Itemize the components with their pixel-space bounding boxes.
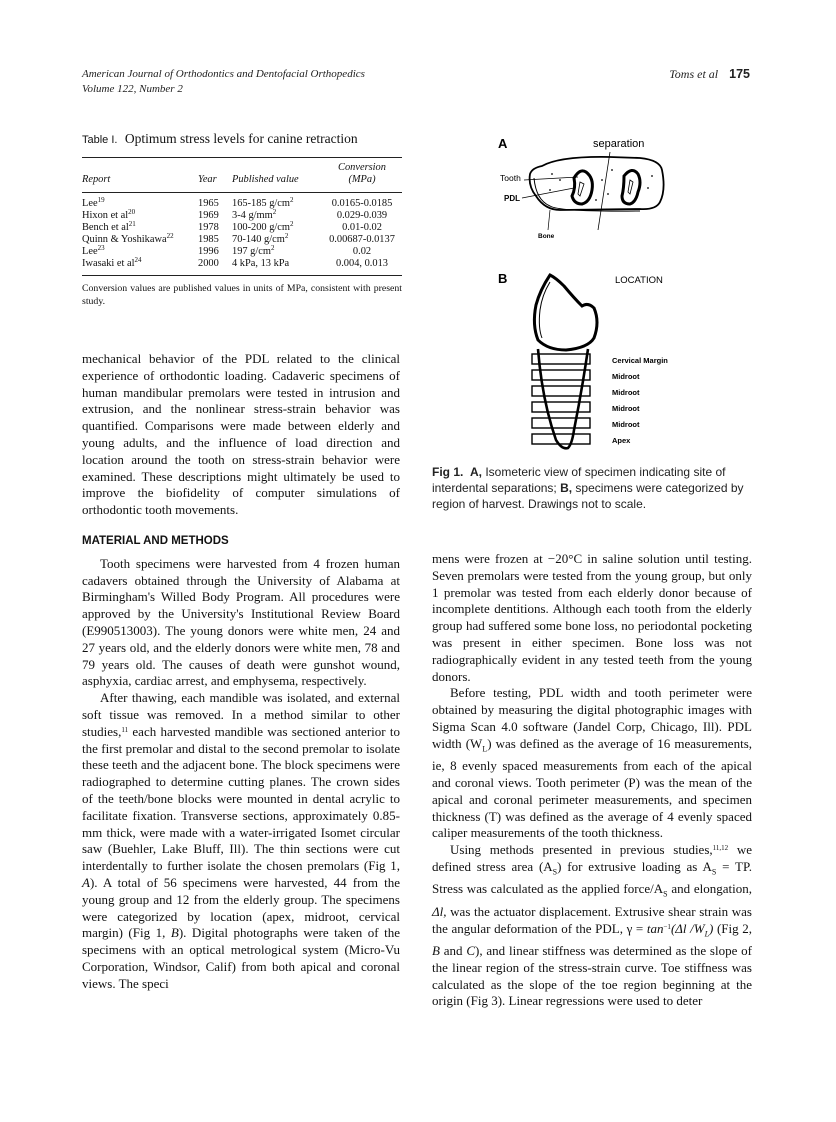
methods-paragraph-2: After thawing, each mandible was isolated, and external soft tissue was removed. In a method similar to other studies,$^{11}$ each harvested mandible was sectioned anterior to the first premolar and distal to the second premolar to isolate these teeth and the adjacent bone. The block specimens were radiographed to determine cutting planes. The crown sides of the teeth/bone blocks were mounted in dental acrylic to facilitate fixation. Transverse sections, approximately 0.85-mm thick, were made with a water-irrigated Isomet circular saw (Buehler, Lake Bluff, Ill). The thin sections were cut interdentally to further isolate the chosen premolars (Fig 1, A). A total of 56 specimens were harvested, 44 from the young group and 12 from the elderly group. The specimens were categorized by location (apex, midroot, cervical margin) (Fig 1, B). Digital photographs were taken of the specimens with an optical metrological system (Micro-Vu Corporation, Windsor, Calif) from both apical and coronal views. The speci [82, 690, 401, 991]
region-label-midroot-4: Midroot [612, 420, 640, 429]
table-row: Bench et $al^{21}$ 1978 100-200 $g/cm^2$ 0.01-0.02 [82, 220, 382, 233]
col-header-published: Published value [232, 174, 299, 185]
journal-volume: Volume 122, Number 2 [82, 83, 183, 95]
region-label-midroot-2: Midroot [612, 388, 640, 397]
section-heading-methods: MATERIAL AND METHODS [82, 535, 229, 547]
intro-paragraph: mechanical behavior of the PDL related to the clinical experience of orthodontic loading. Cadaveric specimens of human mandibular premolars were tested in intrusion and extrusion, and the nonlinear stress-strain behavior was quantified. Comparisons were made between elderly and young adults, and the influence of load direction and location around the tooth on stress-strain behavior were examined. These descriptions might ultimately be used to improve the biofidelity of computer simulations of orthodontic tooth movements. [82, 351, 400, 518]
running-authors: Toms et al [669, 67, 719, 81]
table-row: Quinn & Yoshikawa$^{22}$ 1985 70-140 $g/cm^2$ 0.00687-0.0137 [82, 232, 395, 245]
bone-block-outline [530, 157, 664, 210]
running-header-right [669, 67, 750, 82]
col-header-report: Report [82, 174, 111, 185]
col-header-year: Year [198, 174, 217, 185]
methods-paragraph-5: Using methods presented in previous studies,$^{11,12}$ we defined stress area $(A_S)$ for extrusive loading as $A_S$ = TP. Stress was calculated as the applied force/$A_S$ and elongation, Δl, was the actuator displacement. Extrusive shear strain was the angular deformation of the PDL, $\gamma = \tan^{-1}(\Delta l$ $/W_L$) (Fig 2, B and C), and linear stiffness was determined as the slope of the linear region of the stress-strain curve. Toe stiffness was calculated as the slope of the toe region beginning at the origin (Fig 3). Linear regressions were used to deter [432, 842, 752, 1009]
methods-paragraph-3: mens were frozen at −20°C in saline solution until testing. Seven premolars were tested from the young group, but only 1 premolar was tested from each elderly donor because of incomplete dentitions. Although each tooth from the elderly group had suffered some bone loss, no periodontal pocketing was present in either specimen. Bone loss was not radiographically evident in any tested teeth from the young donors. [432, 551, 752, 684]
region-label-cervical: Cervical Margin [612, 356, 668, 365]
figure-1-caption: Fig 1. A, Isometeric view of specimen indicating site of interdental separations; B, specimens were categorized by region of harvest. Drawings not to scale. [432, 465, 744, 511]
table-label: Table I. [82, 134, 118, 146]
stress-levels-table [82, 157, 402, 276]
separation-label: separation [593, 138, 645, 150]
table-1 [82, 131, 402, 308]
table-row: Lee$^{19}$ 1965 165-185 $g/cm^2$ 0.0165-0.0185 [82, 196, 393, 209]
table-title: Optimum stress levels for canine retraction [124, 131, 358, 146]
methods-left-column [82, 533, 400, 993]
col-header-conversion: Conversion (MPa) [338, 162, 386, 185]
table-caption [82, 131, 402, 147]
bone-label: Bone [538, 233, 555, 240]
pdl-label: PDL [504, 194, 520, 203]
separation-line [598, 152, 610, 230]
table-row: Lee$^{23}$ 1996 197 $g/cm^2$ 0.02 [82, 244, 372, 257]
table-row: Iwasaki et $al^{24}$ 2000 4 kPa, 13 kPa 0.004, 0.013 [82, 256, 388, 269]
tooth-2-outline [622, 170, 640, 204]
table-footnote: Conversion values are published values in units of MPa, consistent with present study. [82, 283, 402, 307]
figure-1 [490, 130, 770, 460]
methods-paragraph-4: Before testing, PDL width and tooth perimeter were obtained by measuring the digital photographic images with Sigma Scan 4.0 software (Jandel Corp, Chicago, Ill). PDL width $(W_L)$ was defined as the average of 16 measurements, ie, 8 evenly spaced measurements from each of the apical and coronal views. Tooth perimeter (P) was the mean of the apical and coronal perimeter measurements, and specimen thickness (T) was defined as the average of 4 evenly spaced caliper measurements of the tooth thickness. [432, 685, 753, 841]
table-row: Hixon et $al^{20}$ 1969 3-4 $g/mm^2$ 0.029-0.039 [82, 208, 388, 221]
tooth-1-outline [572, 171, 592, 204]
region-label-midroot-3: Midroot [612, 404, 640, 413]
methods-right-column [432, 551, 752, 1010]
methods-paragraph-1: Tooth specimens were harvested from 4 frozen human cadavers obtained through the University of Alabama at Birmingham's Willed Body Program. All procedures were approved by the University's Institutional Review Board (E990513003). The young donors were white men, 24 and 27 years old, and the elderly donors were white men, 78 and 79 years old. The causes of death were gunshot wound, asphyxia, cardiac arrest, and emphysema, respectively. [82, 555, 400, 689]
panel-b-label: B [498, 271, 508, 286]
figure-1-drawing [490, 130, 770, 460]
table-header-row [82, 158, 402, 193]
tooth-label: Tooth [500, 173, 521, 183]
region-label-midroot-1: Midroot [612, 372, 640, 381]
location-heading: LOCATION [615, 275, 663, 286]
page-number: 175 [729, 67, 750, 81]
region-label-apex: Apex [612, 436, 631, 445]
panel-a-label: A [498, 136, 508, 151]
tooth-crown-outline [534, 275, 597, 350]
running-header-journal [82, 67, 365, 97]
journal-title: American Journal of Orthodontics and Dentofacial Orthopedics [82, 68, 365, 80]
